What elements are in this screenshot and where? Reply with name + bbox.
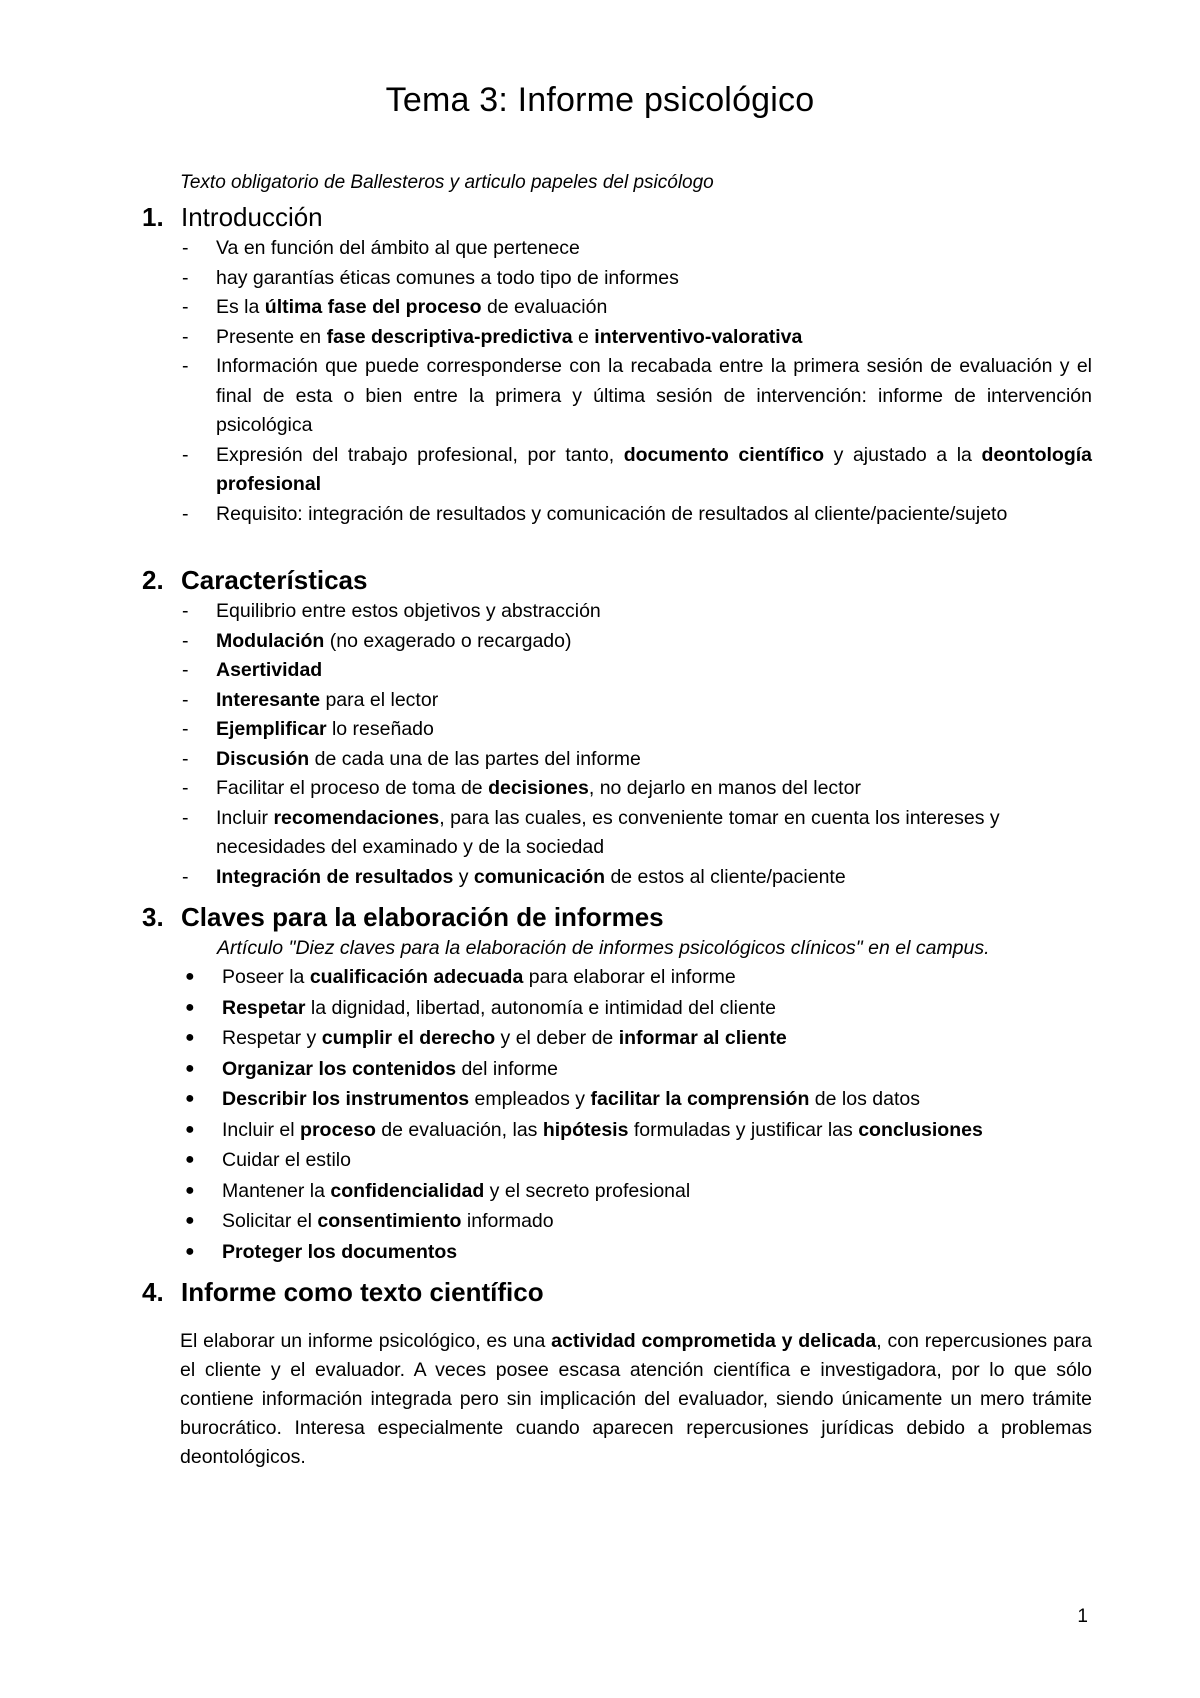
text-run: Equilibrio entre estos objetivos y abstracción	[216, 600, 601, 622]
text-run: de los datos	[809, 1088, 920, 1110]
list-item	[0, 500, 1200, 530]
list-item	[0, 1023, 1200, 1054]
bold-text: consentimiento	[317, 1210, 462, 1232]
list-item	[0, 352, 1200, 441]
text-run: Expresión del trabajo profesional, por tanto,	[216, 443, 624, 466]
bullet-icon: ●	[185, 1181, 195, 1199]
dash-marker: -	[182, 600, 189, 622]
bold-text: Organizar los contenidos	[222, 1057, 457, 1080]
bold-text: documento científico	[623, 443, 825, 466]
list-item	[0, 656, 1200, 686]
bold-text: última fase del proceso	[264, 296, 482, 318]
section-number: 1.	[142, 202, 164, 232]
dash-marker: -	[182, 296, 189, 318]
text-run: Respetar y	[222, 1027, 322, 1049]
list-item	[0, 1237, 1200, 1268]
text-run: y ajustado a la	[824, 443, 982, 466]
text-run: Poseer la	[222, 966, 310, 988]
bold-text: Integración de resultados	[216, 865, 454, 888]
bold-text: cualificación adecuada	[309, 966, 524, 988]
bullet-icon: ●	[185, 998, 195, 1016]
list-item	[0, 1145, 1200, 1176]
text-run: y	[453, 865, 474, 888]
dash-marker: -	[182, 747, 189, 770]
bold-text: Respetar	[222, 996, 306, 1019]
list-item	[0, 597, 1200, 627]
page-number: 1	[1077, 1606, 1088, 1627]
text-run: de evaluación	[481, 296, 608, 318]
bullet-icon: ●	[185, 1059, 195, 1077]
section-title: Claves para la elaboración de informes	[181, 902, 664, 932]
text-run: empleados y	[469, 1088, 591, 1110]
list-item	[0, 264, 1200, 294]
text-run: Cuidar el estilo	[222, 1149, 351, 1171]
list-item	[0, 627, 1200, 657]
bold-text: Describir los instrumentos	[222, 1088, 470, 1110]
bold-text: cumplir el derecho	[321, 1027, 496, 1049]
text-run: del informe	[456, 1057, 558, 1080]
section-number: 2.	[142, 565, 164, 595]
bullet-icon: ●	[185, 1120, 195, 1138]
section-title: Características	[181, 565, 368, 595]
text-run: hay garantías éticas comunes a todo tipo de informes	[216, 266, 679, 289]
text-run: Presente en	[216, 325, 327, 348]
list-item	[0, 1206, 1200, 1237]
bold-text: conclusiones	[858, 1118, 983, 1141]
bold-text: decisiones	[488, 777, 589, 799]
text-run: Facilitar el proceso de toma de	[216, 777, 489, 799]
text-run: informado	[461, 1210, 554, 1232]
page-title: Tema 3: Informe psicológico	[385, 81, 815, 119]
bold-text: facilitar la comprensión	[590, 1088, 810, 1110]
bold-text: hipótesis	[542, 1118, 629, 1141]
text-run: Solicitar el	[222, 1210, 318, 1232]
text-run: , para las cuales, es conveniente tomar en cuenta los intereses y necesidades del examinado y de la sociedad	[216, 806, 1000, 858]
text-run: Es la	[216, 296, 265, 318]
dash-marker: -	[182, 629, 189, 652]
text-run: Incluir el	[222, 1118, 301, 1141]
section-title: Informe como texto científico	[181, 1277, 544, 1307]
bullet-icon: ●	[185, 968, 195, 985]
dash-marker: -	[182, 688, 189, 711]
section-caracteristicas	[0, 563, 1200, 892]
text-run: Va en función del ámbito al que pertenece	[216, 237, 580, 259]
bold-text: deontología profesional	[216, 443, 1092, 495]
dash-marker: -	[182, 865, 189, 888]
text-run: y el secreto profesional	[484, 1179, 691, 1202]
text-run: , no dejarlo en manos del lector	[588, 777, 861, 799]
text-run: para elaborar el informe	[523, 966, 736, 988]
list-item	[0, 234, 1200, 264]
list-item	[0, 1054, 1200, 1085]
list-item	[0, 745, 1200, 775]
dash-marker: -	[182, 806, 189, 829]
bold-text: proceso	[300, 1118, 376, 1141]
list-item	[0, 863, 1200, 893]
list-item	[0, 715, 1200, 745]
intro-list	[0, 234, 1200, 529]
bold-text: Asertividad	[216, 659, 323, 681]
section-texto-cientifico	[0, 1275, 1200, 1472]
list-item	[0, 804, 1200, 863]
bullet-icon: ●	[185, 1151, 195, 1168]
dash-marker: -	[182, 718, 189, 740]
bold-text: Interesante	[216, 688, 321, 711]
text-run: Requisito: integración de resultados y comunicación de resultados al cliente/paciente/sujeto	[216, 502, 1008, 525]
dash-marker: -	[182, 266, 189, 289]
text-run: y el deber de	[495, 1027, 619, 1049]
bold-text: comunicación	[473, 865, 606, 888]
text-run: para el lector	[320, 688, 439, 711]
text-run: de estos al cliente/paciente	[605, 865, 846, 888]
text-run: El elaborar un informe psicológico, es una	[180, 1330, 552, 1352]
list-item	[0, 293, 1200, 323]
bullet-icon: ●	[185, 1242, 195, 1260]
dash-marker: -	[182, 443, 189, 466]
text-run: Mantener la	[222, 1179, 331, 1202]
dash-marker: -	[182, 502, 189, 525]
article-note: Artículo "Diez claves para la elaboración de informes psicológicos clínicos" en el campus.	[217, 937, 990, 959]
dash-marker: -	[182, 355, 189, 377]
section-title: Introducción	[181, 202, 323, 232]
bold-text: Modulación	[216, 629, 325, 652]
bullet-icon: ●	[185, 1212, 195, 1229]
text-run: de evaluación, las	[375, 1118, 543, 1141]
text-run: Incluir	[216, 806, 274, 829]
list-item	[0, 686, 1200, 716]
text-run: , con repercusiones para el cliente y el evaluador. A veces posee escasa atención científica e investigadora, por lo que sólo contiene información integrada pero sin implicación del evaluador, siendo únicamente un mero trámite burocrático. Interesa especialmente cuando aparecen repercusiones jurídicas debido a problemas deontológicos.	[180, 1330, 1092, 1468]
dash-marker: -	[182, 237, 189, 259]
dash-marker: -	[182, 325, 189, 348]
bold-text: confidencialidad	[330, 1179, 485, 1202]
list-item	[0, 1115, 1200, 1146]
bold-text: fase descriptiva-predictiva	[326, 325, 573, 348]
list-item	[0, 1084, 1200, 1115]
caracteristicas-list	[0, 597, 1200, 892]
text-run: (no exagerado o recargado)	[324, 629, 572, 652]
subtitle: Texto obligatorio de Ballesteros y articulo papeles del psicólogo	[180, 172, 714, 193]
text-run: Información que puede corresponderse con la recabada entre la primera sesión de evaluación y el final de esta o bien entre la primera y última sesión de intervención: informe de intervención psicológica	[216, 355, 1092, 436]
text-run: lo reseñado	[326, 718, 434, 740]
section-number: 3.	[142, 902, 164, 932]
body-paragraph	[0, 1327, 1200, 1472]
list-item	[0, 962, 1200, 993]
dash-marker: -	[182, 777, 189, 799]
bold-text: interventivo-valorativa	[594, 325, 803, 348]
bullet-icon: ●	[185, 1090, 195, 1107]
bold-text: Ejemplificar	[216, 718, 327, 740]
list-item	[0, 323, 1200, 353]
section-number: 4.	[142, 1277, 164, 1307]
section-claves	[0, 900, 1200, 1267]
claves-list	[0, 962, 1200, 1267]
bold-text: Proteger los documentos	[222, 1240, 458, 1263]
text-run: de cada una de las partes del informe	[309, 747, 641, 770]
section-introduccion	[0, 200, 1200, 529]
bullet-icon: ●	[185, 1029, 195, 1046]
text-run: formuladas y justificar las	[628, 1118, 859, 1141]
list-item	[0, 441, 1200, 500]
list-item	[0, 1176, 1200, 1207]
bold-text: actividad comprometida y delicada	[551, 1330, 877, 1352]
list-item	[0, 993, 1200, 1024]
text-run: la dignidad, libertad, autonomía e intimidad del cliente	[305, 996, 776, 1019]
bold-text: informar al cliente	[618, 1027, 787, 1049]
text-run: e	[572, 325, 595, 348]
list-item	[0, 774, 1200, 804]
bold-text: recomendaciones	[273, 806, 440, 829]
bold-text: Discusión	[216, 747, 310, 770]
dash-marker: -	[182, 659, 189, 681]
